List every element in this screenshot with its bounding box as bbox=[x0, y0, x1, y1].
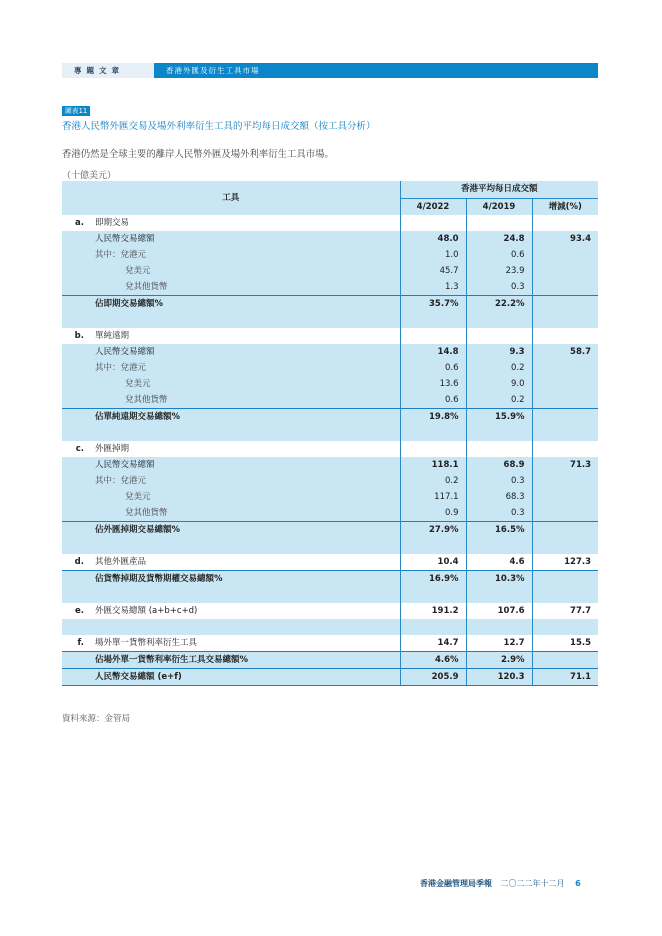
value-2022: 35.7% bbox=[400, 296, 466, 313]
value-2019: 107.6 bbox=[466, 603, 532, 619]
value-2022: 1.3 bbox=[400, 279, 466, 296]
row-label bbox=[62, 392, 93, 409]
value-2022: 19.8% bbox=[400, 409, 466, 426]
row-label bbox=[62, 489, 93, 505]
value-2022: 191.2 bbox=[400, 603, 466, 619]
row-name: 單純遠期 bbox=[95, 331, 130, 341]
turnover-table bbox=[62, 181, 598, 686]
footer-date: 二〇二二年十二月 bbox=[500, 879, 565, 888]
value-change bbox=[532, 441, 598, 457]
value-2019: 9.0 bbox=[466, 376, 532, 392]
table-row bbox=[62, 263, 598, 279]
table-row bbox=[62, 296, 598, 313]
value-2019: 2.9% bbox=[466, 652, 532, 669]
row-name: 其中：兌港元 bbox=[93, 473, 400, 489]
row-label bbox=[62, 522, 93, 539]
row-label: d. bbox=[74, 557, 84, 567]
row-name: 人民幣交易總額 bbox=[93, 231, 400, 247]
row-label bbox=[62, 231, 93, 247]
table-row bbox=[62, 571, 598, 588]
value-change: 15.5 bbox=[532, 635, 598, 652]
row-name: 佔單純遠期交易總額% bbox=[93, 409, 400, 426]
row-name: 佔外匯掉期交易總額% bbox=[93, 522, 400, 539]
chart-subtitle: 香港仍然是全球主要的離岸人民幣外匯及場外利率衍生工具市場。 bbox=[62, 149, 334, 160]
col-2022-header: 4/2022 bbox=[400, 198, 466, 215]
spacer-row bbox=[62, 425, 598, 441]
value-2022: 0.9 bbox=[400, 505, 466, 522]
value-2019: 23.9 bbox=[466, 263, 532, 279]
row-name: 兌美元 bbox=[93, 376, 400, 392]
table-body bbox=[62, 215, 598, 686]
value-2022 bbox=[400, 441, 466, 457]
row-name: 場外單一貨幣利率衍生工具 bbox=[95, 638, 198, 648]
value-change bbox=[532, 215, 598, 231]
row-name: 其他外匯產品 bbox=[95, 557, 147, 567]
value-2022: 45.7 bbox=[400, 263, 466, 279]
value-2022: 14.8 bbox=[400, 344, 466, 360]
row-label bbox=[62, 669, 93, 686]
value-change: 77.7 bbox=[532, 603, 598, 619]
value-2022: 0.2 bbox=[400, 473, 466, 489]
table-row bbox=[62, 522, 598, 539]
footer-publication: 香港金融管理局季報 bbox=[420, 879, 492, 888]
value-2019: 4.6 bbox=[466, 554, 532, 571]
value-2019 bbox=[466, 328, 532, 344]
col-2019-header: 4/2019 bbox=[466, 198, 532, 215]
value-2019: 0.3 bbox=[466, 505, 532, 522]
value-2022: 0.6 bbox=[400, 392, 466, 409]
row-name: 佔場外單一貨幣利率衍生工具交易總額% bbox=[93, 652, 400, 669]
chart-tag: 圖表11 bbox=[62, 106, 90, 116]
row-label bbox=[62, 344, 93, 360]
value-2019: 0.6 bbox=[466, 247, 532, 263]
value-2022: 118.1 bbox=[400, 457, 466, 473]
table-row bbox=[62, 669, 598, 686]
value-2019: 10.3% bbox=[466, 571, 532, 588]
spacer-row bbox=[62, 312, 598, 328]
value-2019: 24.8 bbox=[466, 231, 532, 247]
source-note: 資料來源：金管局 bbox=[62, 714, 131, 724]
value-2019: 0.3 bbox=[466, 473, 532, 489]
value-change bbox=[532, 652, 598, 669]
value-2022 bbox=[400, 328, 466, 344]
value-2022: 14.7 bbox=[400, 635, 466, 652]
row-name: 即期交易 bbox=[95, 218, 130, 228]
table-row bbox=[62, 247, 598, 263]
value-2022: 16.9% bbox=[400, 571, 466, 588]
value-change: 127.3 bbox=[532, 554, 598, 571]
table-row bbox=[62, 457, 598, 473]
value-2022: 117.1 bbox=[400, 489, 466, 505]
value-change bbox=[532, 489, 598, 505]
row-name: 佔即期交易總額% bbox=[93, 296, 400, 313]
table-row bbox=[62, 409, 598, 426]
instrument-header: 工具 bbox=[62, 181, 400, 215]
value-2022: 0.6 bbox=[400, 360, 466, 376]
value-2019: 9.3 bbox=[466, 344, 532, 360]
section-label: 專題文章 bbox=[74, 66, 124, 75]
value-2019: 12.7 bbox=[466, 635, 532, 652]
table-row bbox=[62, 489, 598, 505]
row-label bbox=[62, 571, 93, 588]
spacer-row bbox=[62, 538, 598, 554]
value-change bbox=[532, 247, 598, 263]
value-2019: 15.9% bbox=[466, 409, 532, 426]
value-2019: 68.9 bbox=[466, 457, 532, 473]
turnover-group-header: 香港平均每日成交額 bbox=[400, 181, 598, 198]
value-change bbox=[532, 473, 598, 489]
value-2022: 4.6% bbox=[400, 652, 466, 669]
value-2019 bbox=[466, 215, 532, 231]
value-2022 bbox=[400, 215, 466, 231]
row-name: 人民幣交易總額 bbox=[93, 457, 400, 473]
table-row bbox=[62, 376, 598, 392]
row-label bbox=[62, 360, 93, 376]
table-row bbox=[62, 392, 598, 409]
page-number: 6 bbox=[575, 879, 581, 888]
value-change bbox=[532, 522, 598, 539]
table-row bbox=[62, 505, 598, 522]
row-name: 兌其他貨幣 bbox=[93, 279, 400, 296]
value-change bbox=[532, 505, 598, 522]
value-change: 71.3 bbox=[532, 457, 598, 473]
value-2022: 48.0 bbox=[400, 231, 466, 247]
row-label bbox=[62, 247, 93, 263]
value-2019: 68.3 bbox=[466, 489, 532, 505]
value-2019: 0.2 bbox=[466, 392, 532, 409]
value-2019: 0.2 bbox=[466, 360, 532, 376]
table-row bbox=[62, 635, 598, 652]
table-row bbox=[62, 215, 598, 231]
value-2019: 22.2% bbox=[466, 296, 532, 313]
value-2019: 16.5% bbox=[466, 522, 532, 539]
row-name: 外匯交易總額 (a+b+c+d) bbox=[95, 606, 198, 616]
topic-label: 香港外匯及衍生工具市場 bbox=[166, 66, 260, 75]
value-2022: 205.9 bbox=[400, 669, 466, 686]
value-change: 58.7 bbox=[532, 344, 598, 360]
row-label bbox=[62, 457, 93, 473]
table-row bbox=[62, 473, 598, 489]
table-row bbox=[62, 328, 598, 344]
value-change bbox=[532, 279, 598, 296]
row-label: a. bbox=[75, 218, 84, 228]
table-row bbox=[62, 231, 598, 247]
row-label bbox=[62, 279, 93, 296]
value-2022: 13.6 bbox=[400, 376, 466, 392]
row-label: b. bbox=[74, 331, 84, 341]
value-change bbox=[532, 392, 598, 409]
row-label bbox=[62, 652, 93, 669]
spacer-row bbox=[62, 587, 598, 603]
table-row bbox=[62, 603, 598, 619]
table-row bbox=[62, 652, 598, 669]
table-row bbox=[62, 344, 598, 360]
row-name: 兌美元 bbox=[93, 489, 400, 505]
row-name: 外匯掉期 bbox=[95, 444, 130, 454]
unit-label: （十億美元） bbox=[62, 171, 117, 181]
value-change: 71.1 bbox=[532, 669, 598, 686]
value-2019: 0.3 bbox=[466, 279, 532, 296]
section-header-bar bbox=[62, 63, 598, 78]
value-2022: 27.9% bbox=[400, 522, 466, 539]
table-row bbox=[62, 360, 598, 376]
row-label bbox=[62, 263, 93, 279]
value-change bbox=[532, 360, 598, 376]
chart-title: 香港人民幣外匯交易及場外利率衍生工具的平均每日成交額（按工具分析） bbox=[62, 121, 376, 132]
row-name: 人民幣交易總額 bbox=[93, 344, 400, 360]
row-name: 人民幣交易總額 (e+f) bbox=[93, 669, 400, 686]
row-label bbox=[62, 296, 93, 313]
value-2022: 1.0 bbox=[400, 247, 466, 263]
row-name: 兌其他貨幣 bbox=[93, 505, 400, 522]
row-name: 兌其他貨幣 bbox=[93, 392, 400, 409]
row-label: c. bbox=[75, 444, 84, 454]
row-label bbox=[62, 473, 93, 489]
row-name: 其中：兌港元 bbox=[93, 247, 400, 263]
row-label: e. bbox=[75, 606, 84, 616]
row-label: f. bbox=[77, 638, 84, 648]
row-label bbox=[62, 505, 93, 522]
value-change bbox=[532, 376, 598, 392]
value-change bbox=[532, 296, 598, 313]
page-footer bbox=[420, 878, 581, 889]
row-name: 佔貨幣掉期及貨幣期權交易總額% bbox=[93, 571, 400, 588]
table-header-row bbox=[62, 181, 598, 198]
row-name: 兌美元 bbox=[93, 263, 400, 279]
value-change: 93.4 bbox=[532, 231, 598, 247]
row-label bbox=[62, 376, 93, 392]
value-2019: 120.3 bbox=[466, 669, 532, 686]
table-row bbox=[62, 279, 598, 296]
value-change bbox=[532, 263, 598, 279]
row-label bbox=[62, 409, 93, 426]
value-change bbox=[532, 328, 598, 344]
value-2019 bbox=[466, 441, 532, 457]
col-change-header: 增減(%) bbox=[532, 198, 598, 215]
table-row bbox=[62, 554, 598, 571]
row-name: 其中：兌港元 bbox=[93, 360, 400, 376]
table-row bbox=[62, 441, 598, 457]
value-2022: 10.4 bbox=[400, 554, 466, 571]
spacer-row bbox=[62, 619, 598, 635]
value-change bbox=[532, 571, 598, 588]
section-label-box bbox=[62, 63, 154, 78]
value-change bbox=[532, 409, 598, 426]
